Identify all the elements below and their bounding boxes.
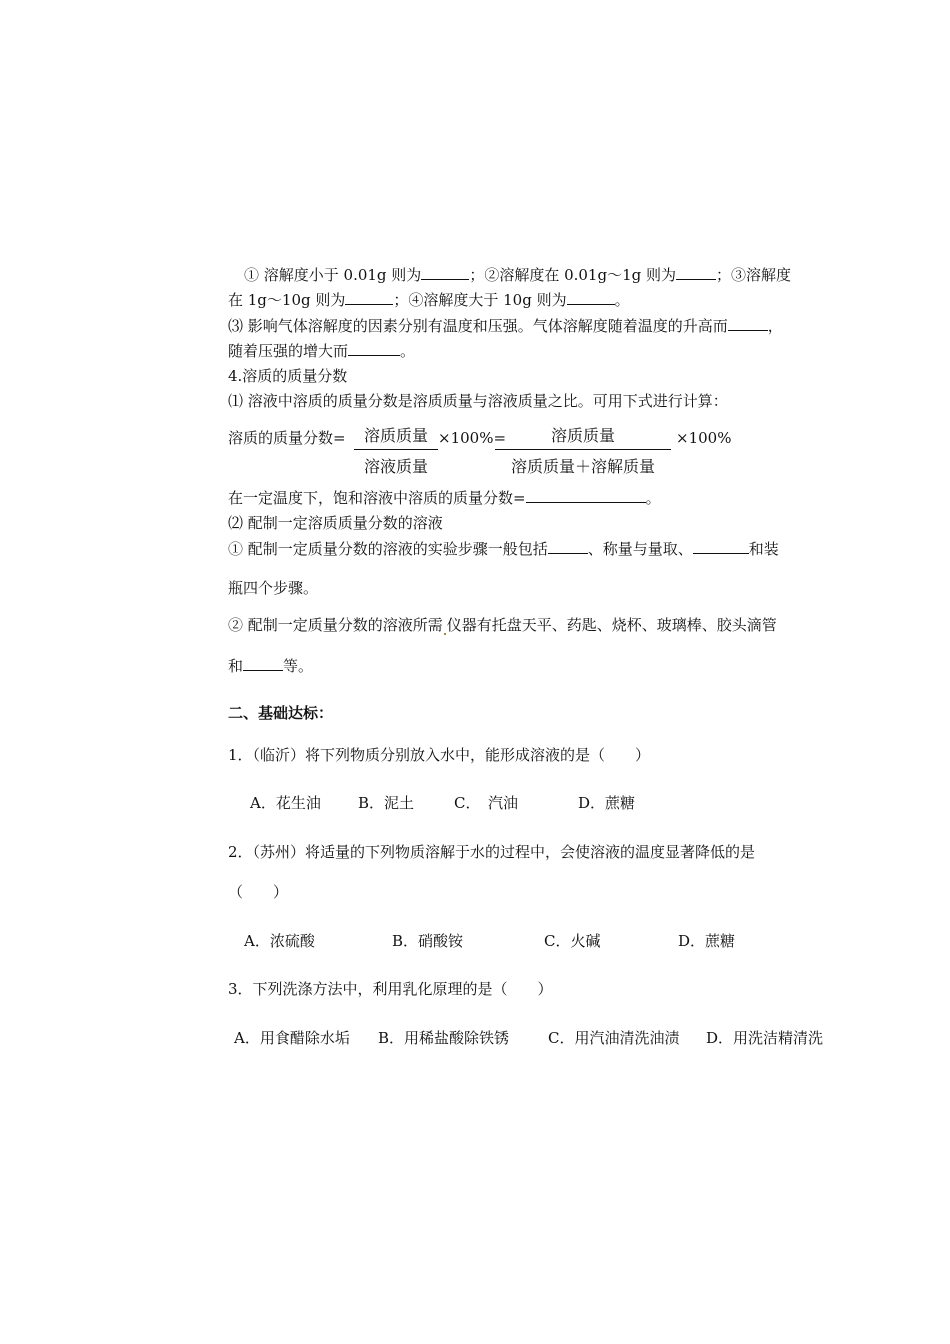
text-segment: ；④溶解度大于 10g 则为 <box>393 291 567 309</box>
text-segment: 仪器有托盘天平、药匙、烧杯、玻璃棒、胶头滴管 <box>446 616 777 634</box>
question-3-option-b[interactable]: B．用稀盐酸除铁锈 <box>378 1029 510 1047</box>
answer-blank[interactable] <box>567 290 615 305</box>
question-1-option-b[interactable]: B．泥土 <box>358 794 415 812</box>
fraction-2 <box>495 423 671 477</box>
text-segment: 和装 <box>748 540 779 558</box>
answer-blank[interactable] <box>348 341 400 356</box>
text-segment: ；②溶解度在 0.01g～1g 则为 <box>469 266 676 284</box>
question-2-stem-cont: （ ） <box>228 883 289 901</box>
answer-blank[interactable] <box>243 656 283 671</box>
steps-line-1 <box>228 539 779 559</box>
question-1-option-d[interactable]: D．蔗糖 <box>578 794 636 812</box>
formula-label: 溶质的质量分数= <box>228 429 346 447</box>
text-segment: 。 <box>645 489 661 507</box>
saturated-fraction-line <box>228 488 661 508</box>
question-3-option-d[interactable]: D．用洗洁精清洗 <box>706 1029 824 1047</box>
fraction-1-numerator: 溶质质量 <box>354 423 438 450</box>
times-100: ×100% <box>676 429 732 447</box>
solubility-line-1 <box>244 265 791 285</box>
question-2-option-d[interactable]: D．蔗糖 <box>678 932 736 950</box>
answer-blank[interactable] <box>693 539 749 554</box>
text-segment: 、称量与量取、 <box>587 540 693 558</box>
text-segment: 等。 <box>283 657 314 675</box>
text-segment: 。 <box>400 342 416 360</box>
question-2-option-a[interactable]: A．浓硫酸 <box>244 932 315 950</box>
text-segment: ② 配制一定质量分数的溶液所需 <box>228 616 443 634</box>
section-2-heading: 二、基础达标： <box>228 704 334 722</box>
fraction-2-numerator: 溶质质量 <box>495 423 671 450</box>
solubility-line-2 <box>228 290 630 310</box>
section-4-title: 4.溶质的质量分数 <box>228 367 348 385</box>
text-segment: ① 配制一定质量分数的溶液的实验步骤一般包括 <box>228 540 548 558</box>
question-1-option-c[interactable]: C． 汽油 <box>454 794 518 812</box>
text-segment: ① 溶解度小于 0.01g 则为 <box>244 266 422 284</box>
answer-blank[interactable] <box>548 539 588 554</box>
text-segment: 在一定温度下，饱和溶液中溶质的质量分数= <box>228 489 526 507</box>
text-segment: ， <box>767 317 783 335</box>
times-100-equals: ×100%= <box>438 429 507 447</box>
question-1-option-a[interactable]: A．花生油 <box>250 794 321 812</box>
steps-line-2: 瓶四个步骤。 <box>228 579 319 597</box>
question-2-option-c[interactable]: C．火碱 <box>544 932 601 950</box>
mark-dot <box>444 633 446 635</box>
question-3-option-c[interactable]: C．用汽油清洗油渍 <box>548 1029 680 1047</box>
gas-solubility-line-1 <box>228 316 783 336</box>
instruments-line-1 <box>228 615 777 635</box>
answer-blank[interactable] <box>728 316 768 331</box>
text-segment: ⑶ 影响气体溶解度的因素分别有温度和压强。气体溶解度随着温度的升高而 <box>228 317 728 335</box>
question-3-stem: 3．下列洗涤方法中，利用乳化原理的是（ ） <box>228 980 553 998</box>
question-1-stem: 1．（临沂）将下列物质分别放入水中，能形成溶液的是（ ） <box>228 746 651 764</box>
text-segment: ；③溶解度 <box>716 266 792 284</box>
text-segment: 在 1g～10g 则为 <box>228 291 346 309</box>
answer-blank[interactable] <box>676 265 716 280</box>
answer-blank[interactable] <box>345 290 393 305</box>
gas-solubility-line-2 <box>228 341 415 361</box>
fraction-1 <box>354 423 438 477</box>
answer-blank[interactable] <box>421 265 469 280</box>
text-segment: 和 <box>228 657 244 675</box>
text-segment: 随着压强的增大而 <box>228 342 349 360</box>
instruments-line-2 <box>228 656 313 676</box>
question-2-option-b[interactable]: B．硝酸铵 <box>392 932 464 950</box>
fraction-2-denominator: 溶质质量＋溶解质量 <box>510 457 655 476</box>
question-2-stem: 2．（苏州）将适量的下列物质溶解于水的过程中，会使溶液的温度显著降低的是 <box>228 843 756 861</box>
fraction-1-denominator: 溶液质量 <box>363 457 428 476</box>
answer-blank[interactable] <box>526 488 646 503</box>
text-segment: 。 <box>614 291 630 309</box>
paragraph-prepare-solution: ⑵ 配制一定溶质质量分数的溶液 <box>228 514 443 532</box>
paragraph-mass-fraction: ⑴ 溶液中溶质的质量分数是溶质质量与溶液质量之比。可用下式进行计算： <box>228 392 728 410</box>
question-3-option-a[interactable]: A．用食醋除水垢 <box>234 1029 350 1047</box>
